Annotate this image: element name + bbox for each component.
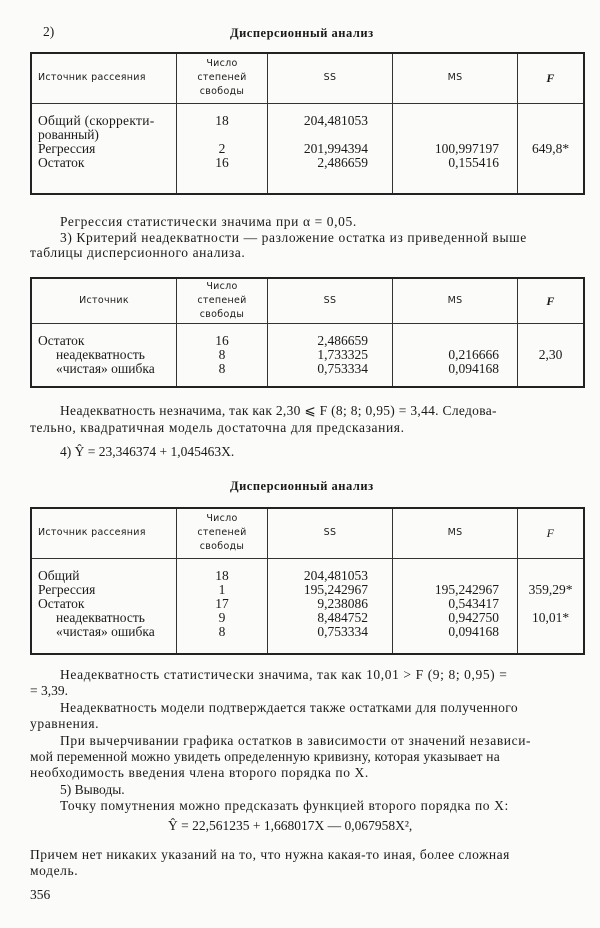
- section-title: Дисперсионный анализ: [230, 479, 374, 493]
- row-df: 16: [215, 154, 229, 170]
- header-source: Источник рассеяния: [31, 53, 177, 103]
- row-df: 9: [218, 609, 226, 625]
- row-source-cont: рованный): [38, 126, 99, 142]
- paragraph-line: мой переменной можно увидеть определенную кривизну, которая указывает на: [30, 749, 500, 764]
- row-source: Общий: [38, 567, 80, 583]
- row-ss: 195,242967: [303, 581, 368, 597]
- paragraph-line: 5) Выводы.: [60, 782, 125, 797]
- header-f: F: [518, 53, 585, 103]
- header-f: F: [518, 508, 585, 558]
- row-ss: 204,481053: [303, 567, 368, 583]
- paragraph-line: необходимость введения члена второго порядка по X.: [30, 765, 369, 780]
- regression-equation: 4) Ŷ = 23,346374 + 1,045463X.: [60, 444, 235, 459]
- row-df: 8: [218, 623, 226, 639]
- table-body: [31, 558, 584, 654]
- row-ss: 9,238086: [317, 595, 368, 611]
- row-source: «чистая» ошибка: [56, 623, 155, 639]
- row-ss: 204,481053: [303, 112, 368, 128]
- row-ss: 0,753334: [317, 623, 368, 639]
- final-equation: Ŷ = 22,561235 + 1,668017X — 0,067958X²,: [168, 818, 413, 833]
- row-ms: 0,094168: [448, 623, 499, 639]
- header-df: Число степеней свободы: [177, 278, 268, 323]
- row-ms: 0,216666: [448, 346, 499, 362]
- row-source: «чистая» ошибка: [56, 360, 155, 376]
- header-df: Число степеней свободы: [177, 53, 268, 103]
- row-ss: 8,484752: [317, 609, 368, 625]
- header-ss: SS: [268, 278, 393, 323]
- row-source: Остаток: [38, 332, 85, 348]
- row-df: 8: [218, 360, 226, 376]
- row-ms: 0,155416: [448, 154, 499, 170]
- row-ms: 0,094168: [448, 360, 499, 376]
- row-ms: 100,997197: [434, 140, 499, 156]
- anova-table-3: [30, 507, 585, 655]
- row-source: Остаток: [38, 595, 85, 611]
- paragraph-line: Неадекватность незначима, так как 2,30 ⩽ F (8; 8; 0,95) = 3,44. Следова-: [60, 403, 497, 418]
- row-ss: 0,753334: [317, 360, 368, 376]
- row-f: 2,30: [538, 346, 563, 362]
- row-df: 2: [218, 140, 226, 156]
- row-ss: 2,486659: [317, 154, 368, 170]
- header-df: Число степеней свободы: [177, 508, 268, 558]
- row-source: неадекватность: [56, 609, 145, 625]
- paragraph-line: Регрессия статистически значима при α = 0,05.: [60, 214, 357, 229]
- row-ms: 0,942750: [448, 609, 499, 625]
- paragraph-line: таблицы дисперсионного анализа.: [30, 245, 246, 260]
- row-ss: 201,994394: [303, 140, 368, 156]
- section-number: 2): [43, 24, 55, 39]
- paragraph-line: 3) Критерий неадекватности — разложение остатка из приведенной выше: [60, 230, 527, 245]
- row-f: 10,01*: [531, 609, 570, 625]
- row-source: Регрессия: [38, 581, 96, 597]
- anova-table-2: [30, 277, 585, 388]
- row-ss: 2,486659: [317, 332, 368, 348]
- row-df: 8: [218, 346, 226, 362]
- row-f: 359,29*: [528, 581, 573, 597]
- table-body: [31, 323, 584, 387]
- header-source: Источник: [31, 278, 177, 323]
- table-body: [31, 103, 584, 194]
- row-f: 649,8*: [531, 140, 570, 156]
- header-ss: SS: [268, 53, 393, 103]
- paragraph-line: тельно, квадратичная модель достаточна для предсказания.: [30, 420, 405, 435]
- paragraph-line: Причем нет никаких указаний на то, что нужна какая-то иная, более сложная: [30, 847, 510, 862]
- row-source: неадекватность: [56, 346, 145, 362]
- row-df: 16: [215, 332, 229, 348]
- paragraph-line: модель.: [30, 863, 79, 878]
- paragraph-line: Неадекватность статистически значима, так как 10,01 > F (9; 8; 0,95) =: [60, 667, 508, 682]
- row-df: 18: [215, 567, 229, 583]
- row-df: 17: [215, 595, 229, 611]
- anova-table-1: [30, 52, 585, 195]
- paragraph-line: При вычерчивании графика остатков в зависимости от значений независи-: [60, 733, 532, 748]
- header-ms: MS: [393, 508, 518, 558]
- row-df: 1: [218, 581, 226, 597]
- header-ms: MS: [393, 53, 518, 103]
- header-f: F: [518, 278, 585, 323]
- row-source: Остаток: [38, 154, 85, 170]
- header-source: Источник рассеяния: [31, 508, 177, 558]
- page-number: 356: [30, 887, 51, 902]
- header-ss: SS: [268, 508, 393, 558]
- row-source: Регрессия: [38, 140, 96, 156]
- row-df: 18: [215, 112, 229, 128]
- row-ms: 0,543417: [448, 595, 499, 611]
- paragraph-line: уравнения.: [30, 716, 100, 731]
- paragraph-line: = 3,39.: [30, 683, 68, 698]
- paragraph-line: Неадекватность модели подтверждается также остатками для полученного: [60, 700, 519, 715]
- row-source: Общий (скорректи-: [38, 112, 155, 128]
- header-ms: MS: [393, 278, 518, 323]
- row-ss: 1,733325: [317, 346, 368, 362]
- paragraph-line: Точку помутнения можно предсказать функцией второго порядка по X:: [60, 798, 509, 813]
- section-title: Дисперсионный анализ: [230, 26, 374, 40]
- row-ms: 195,242967: [434, 581, 499, 597]
